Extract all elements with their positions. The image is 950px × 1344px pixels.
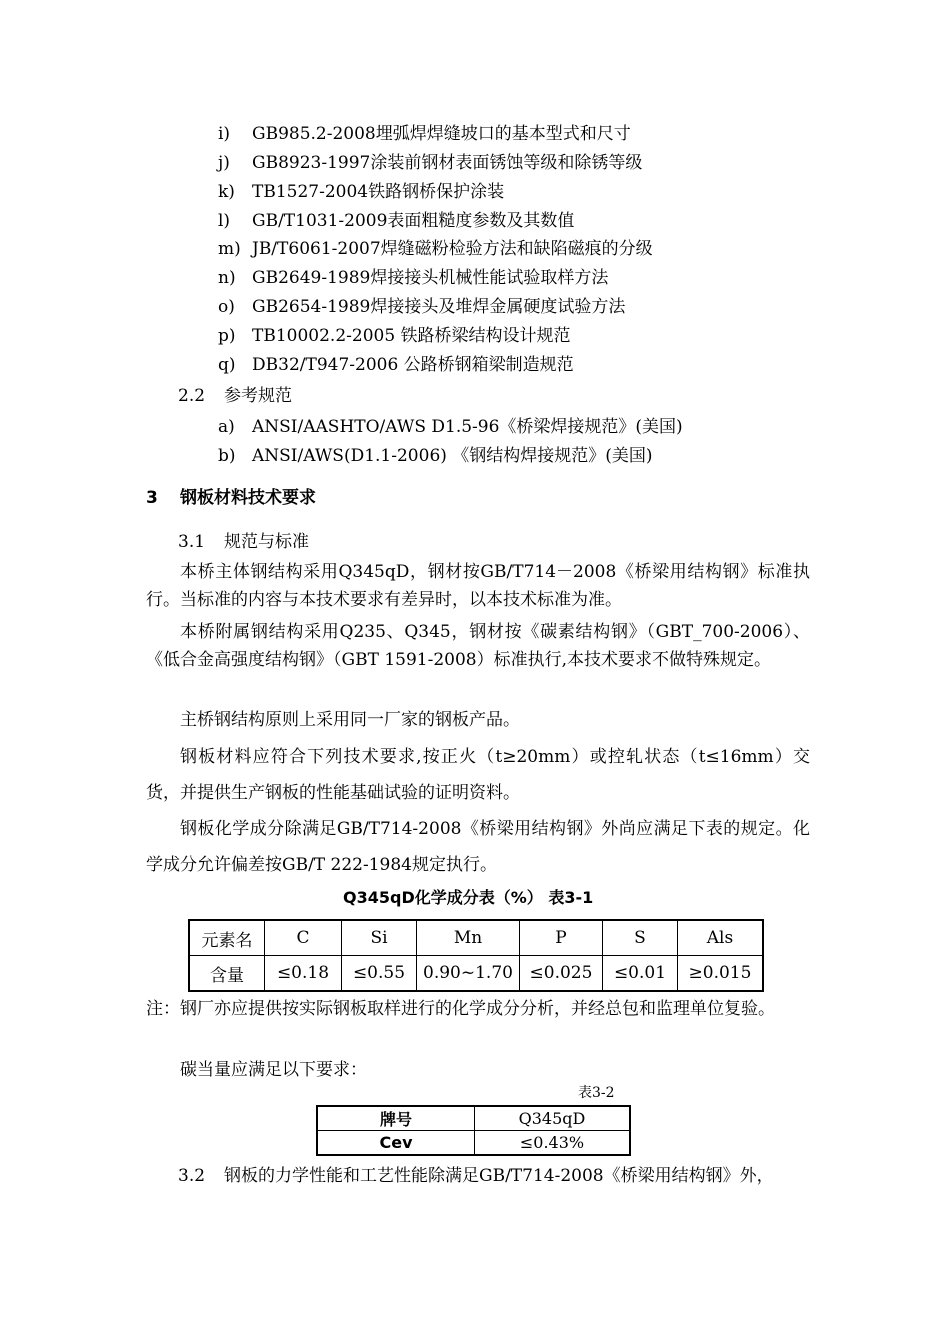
table-row: [189, 920, 763, 956]
table-cell: 元素名: [189, 920, 265, 956]
section-heading-2-2: 2.2 参考规范: [178, 386, 292, 406]
paragraph: 钢板化学成分除满足GB/T714-2008《桥梁用结构钢》外尚应满足下表的规定。化学成分允许偏差按GB/T 222-1984规定执行。: [146, 819, 810, 875]
table-cell: ≤0.55: [342, 956, 417, 992]
table-cell: C: [265, 920, 342, 956]
list-item: n) GB2649-1989焊接接头机械性能试验取样方法: [218, 268, 609, 288]
table-row: [189, 956, 763, 992]
table-cell: 含量: [189, 956, 265, 992]
list-item: k) TB1527-2004铁路钢桥保护涂装: [218, 182, 505, 202]
table-cell: Als: [678, 920, 764, 956]
list-item: i) GB985.2-2008埋弧焊焊缝坡口的基本型式和尺寸: [218, 124, 631, 144]
table-cell: ≤0.43%: [475, 1131, 631, 1156]
carbon-equivalent-intro: 碳当量应满足以下要求：: [180, 1060, 367, 1080]
paragraph: 主桥钢结构原则上采用同一厂家的钢板产品。: [180, 710, 520, 730]
table-cell: Cev: [317, 1131, 475, 1156]
table-caption: 表3-2: [578, 1085, 615, 1101]
table-row: [317, 1131, 630, 1156]
list-item: q) DB32/T947-2006 公路桥钢箱梁制造规范: [218, 355, 574, 375]
table-note: 注：钢厂亦应提供按实际钢板取样进行的化学成分分析，并经总包和监理单位复验。: [146, 999, 775, 1019]
paragraph: 钢板材料应符合下列技术要求,按正火（t≥20mm）或控轧状态（t≤16mm）交货，并提供生产钢板的性能基础试验的证明资料。: [146, 747, 810, 803]
table-row: [317, 1106, 630, 1131]
table-cell: ≤0.025: [520, 956, 603, 992]
list-item: p) TB10002.2-2005 铁路桥梁结构设计规范: [218, 326, 571, 346]
carbon-equivalent-table: [316, 1105, 631, 1156]
table-cell: ≥0.015: [678, 956, 764, 992]
section-heading-3-2: 3.2 钢板的力学性能和工艺性能除满足GB/T714-2008《桥梁用结构钢》外，: [178, 1166, 774, 1186]
table-cell: P: [520, 920, 603, 956]
list-item: l) GB/T1031-2009表面粗糙度参数及其数值: [218, 211, 575, 231]
list-item: o) GB2654-1989焊接接头及堆焊金属硬度试验方法: [218, 297, 626, 317]
chemical-composition-table: [188, 919, 764, 992]
paragraph: 本桥附属钢结构采用Q235、Q345，钢材按《碳素结构钢》（GBT_700-2006）、《低合金高强度结构钢》（GBT 1591-2008）标准执行,本技术要求不做特殊规定。: [146, 622, 810, 670]
list-item: b) ANSI/AWS(D1.1-2006) 《钢结构焊接规范》(美国): [218, 446, 653, 466]
paragraph: 本桥主体钢结构采用Q345qD，钢材按GB/T714－2008《桥梁用结构钢》标准执行。当标准的内容与本技术要求有差异时，以本技术标准为准。: [146, 562, 810, 610]
table-cell: ≤0.01: [603, 956, 678, 992]
list-item: j) GB8923-1997涂装前钢材表面锈蚀等级和除锈等级: [218, 153, 643, 173]
section-heading-3: 3 钢板材料技术要求: [146, 488, 316, 508]
table-cell: ≤0.18: [265, 956, 342, 992]
table-caption: Q345qD化学成分表（%） 表3-1: [343, 888, 594, 907]
section-heading-3-1: 3.1 规范与标准: [178, 532, 309, 552]
list-item: m) JB/T6061-2007焊缝磁粉检验方法和缺陷磁痕的分级: [218, 239, 653, 259]
table-cell: Mn: [417, 920, 520, 956]
table-cell: Si: [342, 920, 417, 956]
table-cell: 牌号: [317, 1106, 475, 1131]
table-cell: Q345qD: [475, 1106, 631, 1131]
list-item: a) ANSI/AASHTO/AWS D1.5-96《桥梁焊接规范》(美国): [218, 417, 683, 437]
table-cell: S: [603, 920, 678, 956]
table-cell: 0.90~1.70: [417, 956, 520, 992]
